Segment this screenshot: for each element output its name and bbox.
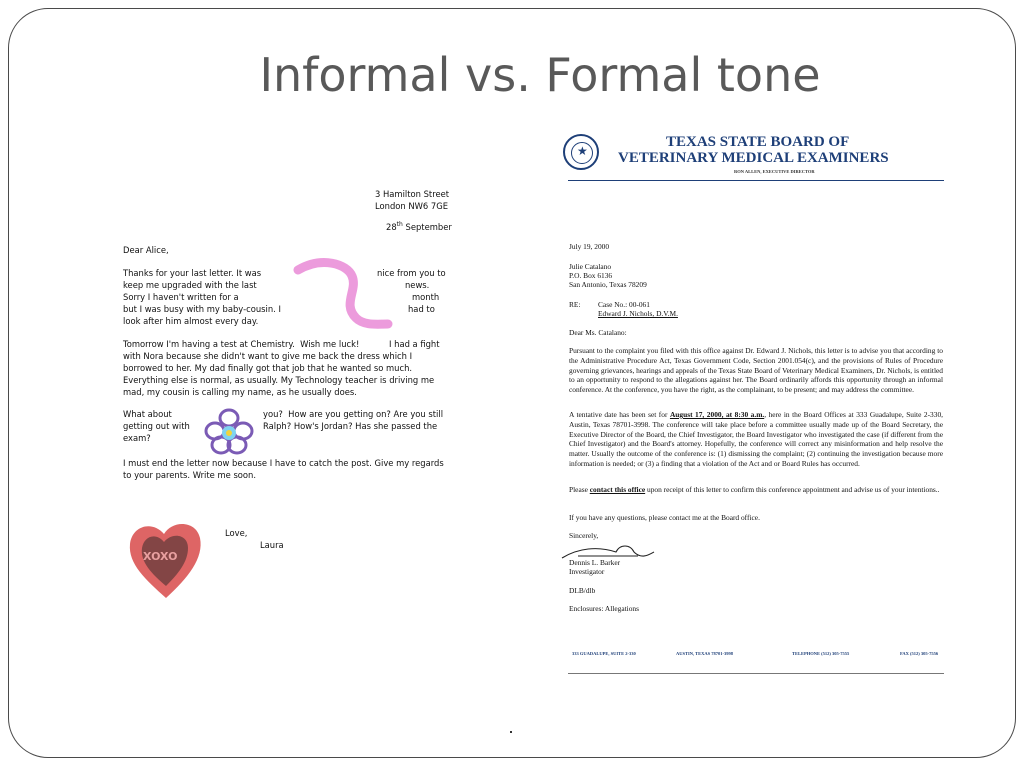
re-label: RE: [569,300,581,309]
informal-para1-line: had to [408,304,435,314]
informal-greeting: Dear Alice, [123,245,169,255]
informal-address [375,188,449,212]
date-month: September [405,221,452,232]
formal-para4: If you have any questions, please contact me at the Board office. [569,513,760,522]
heart-text: XOXO [143,550,178,563]
slide-dot [510,731,512,733]
squiggle-doodle [292,258,402,334]
informal-signature: Laura [260,540,284,550]
conference-date: August 17, 2000, at 8:30 a.m. [669,410,765,419]
formal-para3 [569,485,943,495]
informal-para2-line: with Nora because she didn't want to give me back the dress which I [123,351,413,361]
date-day: 28 [386,221,397,232]
heart-doodle [126,518,206,602]
footer-fax: FAX (512) 305-7556 [900,651,939,656]
initials: DLB/dlb [569,586,596,595]
sender-name: Dennis L. Barker [569,558,621,567]
formal-date: July 19, 2000 [569,242,610,251]
informal-para3-line: Ralph? How's Jordan? Has she passed the [263,421,438,431]
informal-para1-line: look after him almost every day. [123,316,259,326]
contact-office-link: contact this office [589,485,646,494]
formal-para1: Pursuant to the complaint you filed with this office against Dr. Edward J. Nichols, this letter is to advise you that according to the Administrative Procedure Act, Texas Government Code, Section 2001.054(c), and the provisions of Rules of Procedure governing grievances, hearings and appeals of the Texas State Board of Veterinary Medical Examiners, Dr. Nichols, is entitled to an opportunity to respond to the allegations against her. The Board ordinarily affords this opportunity through an informal conference. At the conference, you have the right, as the complainant, to be present; and may address the committee. [569,346,943,395]
informal-para2-line: Everything else is normal, as usually. My Technology teacher is driving me [123,375,435,385]
salutation: Dear Ms. Catalano: [569,328,627,337]
address-line-1: 3 Hamilton Street [375,189,450,199]
informal-para2-line: I had a fight [389,339,440,349]
informal-para1-line: Thanks for your last letter. It was [123,268,262,278]
formal-letter [556,128,952,676]
date-suffix: th [396,221,403,228]
sender-title: Investigator [569,567,605,576]
footer-divider [568,673,944,674]
state-seal-icon: ★ [563,134,599,170]
enclosures: Enclosures: Allegations [569,604,639,613]
informal-para3-line: getting out with [123,421,190,431]
para3-pre: Please [569,485,590,494]
informal-para1-line: Sorry I haven't written for a [123,292,239,302]
informal-para1-line: nice from you to [377,268,446,278]
para2-post: , here in the Board Offices at 333 Guadalupe, Suite 2-330, Austin, Texas 78701-3998. The conference will take place before a committee usually made up of the Board Secretary, the Executive Director of the Board, the Chief Investigator, the Board Investigator who investigated the case (if different from the Chief Investigator) and the Board's attorney. Hopefully, the conference will correct any misinformation and help resolve the matter. Usually the outcome of the conference is: (1) dismissing the complaint; (2) continuing the investigation because more information is needed; or (3) a finding that a violation of the Act and or Board Rules has occurred. [569,410,943,468]
address-line-2: London NW6 7GE [375,201,449,211]
informal-para1-line: but I was busy with my baby-cousin. I [123,304,281,314]
formal-para2 [569,410,943,469]
formal-closing: Sincerely, [569,531,599,540]
executive-director: RON ALLEN, EXECUTIVE DIRECTOR [734,169,815,174]
recipient-line: Julie Catalano [569,262,612,271]
informal-para3-line: exam? [123,433,151,443]
informal-date [386,221,452,232]
slide-title: Informal vs. Formal tone [259,48,821,102]
footer-address: 333 GUADALUPE, SUITE 2-330 [572,651,636,656]
flower-icon [199,406,259,456]
re-name: Edward J. Nichols, D.V.M. [598,309,678,318]
informal-para4-line: I must end the letter now because I have to catch the post. Give my regards [123,458,444,468]
informal-para3-line: you? How are you getting on? Are you still [263,409,444,419]
informal-para1-line: keep me upgraded with the last [123,280,257,290]
informal-para2-line: Tomorrow I'm having a test at Chemistry. Wish me luck! [123,339,360,349]
footer-city: AUSTIN, TEXAS 78701-3998 [676,651,734,656]
informal-para2-line: borrowed to her. My dad finally got that job that he wanted so much. [123,363,413,373]
informal-para1-line: news. [405,280,430,290]
org-name-line-2: VETERINARY MEDICAL EXAMINERS [618,150,889,166]
header-divider [568,180,944,181]
para2-pre: A tentative date has been set for [569,410,670,419]
informal-closing: Love, [225,528,248,538]
org-name-line-1: TEXAS STATE BOARD OF [666,134,850,150]
recipient-line: San Antonio, Texas 78209 [569,280,647,289]
informal-para3-line: What about [123,409,172,419]
informal-para1-line: month [412,292,440,302]
footer-phone: TELEPHONE (512) 305-7555 [792,651,850,656]
informal-para4-line: to your parents. Write me soon. [123,470,257,480]
recipient-line: P.O. Box 6136 [569,271,613,280]
re-case: Case No.: 00-061 [598,300,650,309]
para3-post: upon receipt of this letter to confirm this conference appointment and advise us of your intentions.. [645,485,940,494]
informal-para2-line: mad, my cousin is calling my name, as he usually does. [123,387,357,397]
